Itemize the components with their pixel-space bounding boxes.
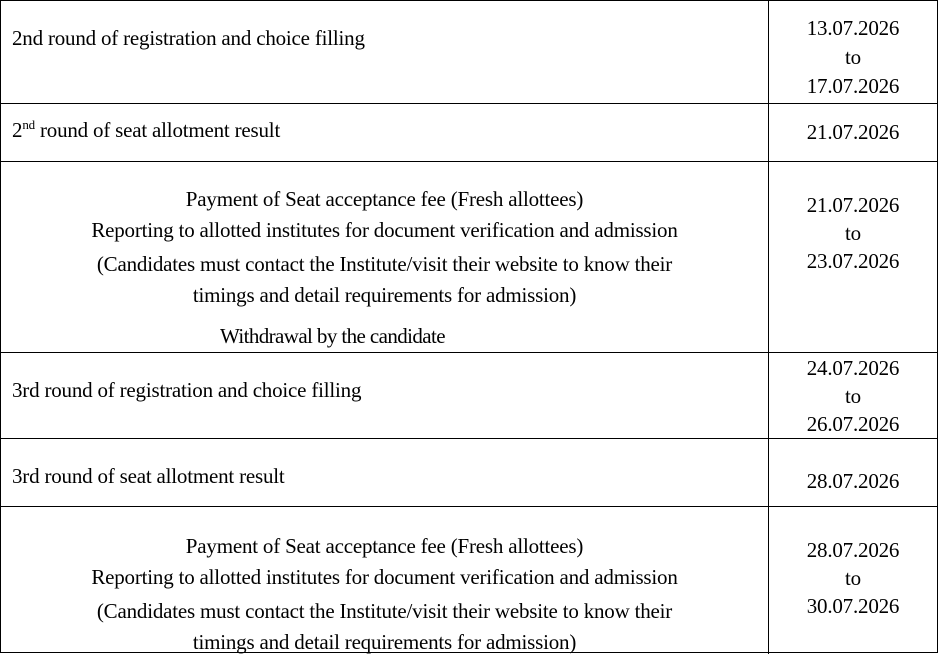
event-line: Payment of Seat acceptance fee (Fresh allottees) (185, 187, 584, 211)
date-start: 24.07.2026 (806, 356, 900, 380)
event-line: Withdrawal by the candidate (220, 324, 445, 348)
event-cell (1, 531, 768, 658)
ordinal-suffix: nd (22, 117, 35, 132)
date-to: to (845, 221, 861, 245)
event-cell (1, 184, 768, 311)
event-line: timings and detail requirements for admission) (192, 630, 577, 654)
date-single: 21.07.2026 (806, 120, 900, 144)
event-text (12, 116, 280, 145)
date-cell (769, 536, 937, 620)
event-line: Payment of Seat acceptance fee (Fresh allottees) (185, 534, 584, 558)
date-single: 28.07.2026 (806, 469, 900, 493)
event-text: 3rd round of seat allotment result (12, 464, 285, 488)
event-cell (12, 376, 361, 405)
event-cell (12, 462, 285, 491)
event-line: Reporting to allotted institutes for document verification and admission (91, 565, 678, 589)
event-line: Reporting to allotted institutes for document verification and admission (91, 218, 678, 242)
date-end: 30.07.2026 (806, 594, 900, 618)
date-end: 17.07.2026 (806, 74, 900, 98)
date-start: 28.07.2026 (806, 538, 900, 562)
event-cell (12, 116, 280, 145)
event-line: (Candidates must contact the Institute/visit their website to know their (96, 599, 673, 623)
date-cell (769, 118, 937, 147)
date-to: to (845, 384, 861, 408)
withdrawal-cell (220, 322, 445, 351)
date-cell (769, 14, 937, 101)
event-text: 3rd round of registration and choice filling (12, 378, 362, 402)
event-cell (12, 24, 365, 53)
event-text-rest: round of seat allotment result (34, 118, 281, 142)
date-end: 23.07.2026 (806, 249, 900, 273)
date-end: 26.07.2026 (806, 412, 900, 436)
event-line: timings and detail requirements for admission) (192, 283, 577, 307)
date-cell (769, 354, 937, 438)
date-to: to (845, 45, 861, 69)
date-start: 21.07.2026 (806, 193, 900, 217)
date-to: to (845, 566, 861, 590)
event-line: (Candidates must contact the Institute/visit their website to know their (96, 252, 673, 276)
date-start: 13.07.2026 (806, 16, 900, 40)
date-cell (769, 191, 937, 275)
date-cell (769, 467, 937, 496)
ordinal-number: 2 (12, 118, 23, 142)
event-text: 2nd round of registration and choice filling (12, 26, 365, 50)
